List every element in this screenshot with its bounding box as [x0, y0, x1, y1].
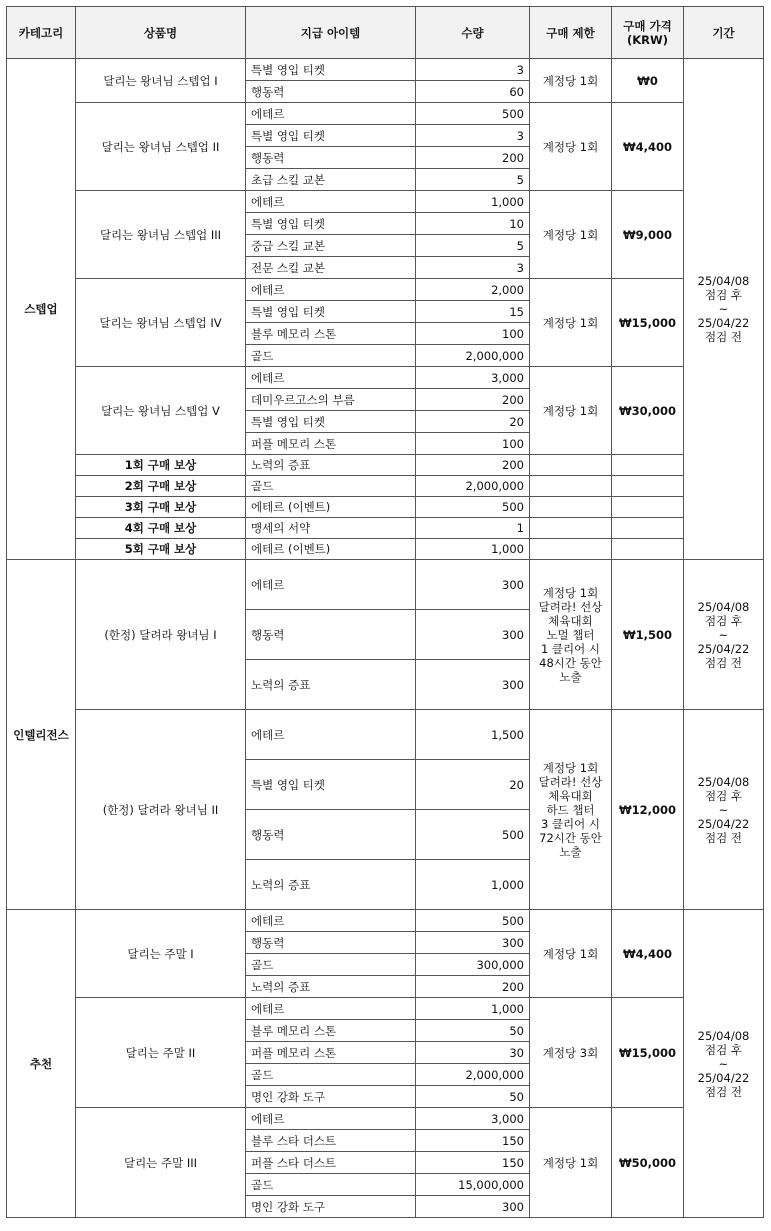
item-qty: 3	[416, 125, 530, 147]
item-name: 명인 강화 도구	[246, 1196, 416, 1218]
table-body	[7, 59, 764, 1218]
item-name: 행동력	[246, 81, 416, 103]
reward-qty: 1,000	[416, 539, 530, 560]
item-qty: 200	[416, 147, 530, 169]
item-qty: 1,000	[416, 860, 530, 910]
product-name: 달리는 왕녀님 스텝업 V	[76, 367, 246, 455]
price-cell: ₩9,000	[612, 191, 684, 279]
period-cell: 25/04/08 점검 후 ~ 25/04/22 점검 전	[684, 710, 764, 910]
period-cell: 25/04/08 점검 후 ~ 25/04/22 점검 전	[684, 910, 764, 1218]
item-qty: 10	[416, 213, 530, 235]
item-name: 초급 스킬 교본	[246, 169, 416, 191]
item-name: 에테르	[246, 367, 416, 389]
item-name: 중급 스킬 교본	[246, 235, 416, 257]
product-name: 달리는 주말 I	[76, 910, 246, 998]
item-qty: 300	[416, 560, 530, 610]
item-qty: 60	[416, 81, 530, 103]
item-qty: 500	[416, 810, 530, 860]
item-qty: 5	[416, 169, 530, 191]
reward-price-empty	[612, 539, 684, 560]
reward-limit-empty	[530, 518, 612, 539]
product-name: 달리는 왕녀님 스텝업 III	[76, 191, 246, 279]
purchase-limit: 계정당 3회	[530, 998, 612, 1108]
item-name: 블루 스타 더스트	[246, 1130, 416, 1152]
item-qty: 1,000	[416, 191, 530, 213]
item-name: 특별 영입 티켓	[246, 411, 416, 433]
item-qty: 100	[416, 433, 530, 455]
purchase-limit: 계정당 1회	[530, 910, 612, 998]
reward-limit-empty	[530, 497, 612, 518]
header-limit: 구매 제한	[530, 7, 612, 59]
item-qty: 15	[416, 301, 530, 323]
table-row	[7, 279, 764, 301]
reward-label: 4회 구매 보상	[76, 518, 246, 539]
item-qty: 2,000	[416, 279, 530, 301]
item-qty: 50	[416, 1020, 530, 1042]
table-row	[7, 910, 764, 932]
price-cell: ₩30,000	[612, 367, 684, 455]
category-cell: 인텔리전스	[7, 560, 76, 910]
item-qty: 500	[416, 103, 530, 125]
item-name: 행동력	[246, 932, 416, 954]
item-qty: 300	[416, 610, 530, 660]
product-name: 달리는 왕녀님 스텝업 II	[76, 103, 246, 191]
price-cell: ₩4,400	[612, 910, 684, 998]
table-row	[7, 191, 764, 213]
item-name: 에테르	[246, 1108, 416, 1130]
price-cell: ₩4,400	[612, 103, 684, 191]
reward-price-empty	[612, 476, 684, 497]
item-qty: 3	[416, 59, 530, 81]
price-cell: ₩12,000	[612, 710, 684, 910]
reward-row	[7, 497, 764, 518]
item-qty: 2,000,000	[416, 345, 530, 367]
item-qty: 300	[416, 660, 530, 710]
table-row	[7, 59, 764, 81]
reward-limit-empty	[530, 539, 612, 560]
item-name: 퍼플 메모리 스톤	[246, 433, 416, 455]
purchase-limit: 계정당 1회	[530, 1108, 612, 1218]
item-qty: 30	[416, 1042, 530, 1064]
header-period: 기간	[684, 7, 764, 59]
item-qty: 300	[416, 932, 530, 954]
reward-row	[7, 455, 764, 476]
item-qty: 150	[416, 1130, 530, 1152]
purchase-limit: 계정당 1회 달려라! 선상 체육대회 하드 챕터 3 클리어 시 72시간 동안 노출	[530, 710, 612, 910]
table-row	[7, 103, 764, 125]
table-row	[7, 710, 764, 760]
item-name: 골드	[246, 1064, 416, 1086]
item-name: 퍼플 메모리 스톤	[246, 1042, 416, 1064]
category-cell: 추천	[7, 910, 76, 1218]
reward-label: 5회 구매 보상	[76, 539, 246, 560]
item-name: 에테르	[246, 191, 416, 213]
table-header-row	[7, 7, 764, 59]
table-row	[7, 367, 764, 389]
item-name: 노력의 증표	[246, 660, 416, 710]
item-name: 특별 영입 티켓	[246, 213, 416, 235]
item-name: 에테르	[246, 710, 416, 760]
product-name: 달리는 왕녀님 스텝업 I	[76, 59, 246, 103]
header-price: 구매 가격 (KRW)	[612, 7, 684, 59]
item-name: 퍼플 스타 더스트	[246, 1152, 416, 1174]
table-row	[7, 1108, 764, 1130]
header-item: 지급 아이템	[246, 7, 416, 59]
item-name: 특별 영입 티켓	[246, 301, 416, 323]
product-name: 달리는 주말 III	[76, 1108, 246, 1218]
item-name: 특별 영입 티켓	[246, 125, 416, 147]
item-name: 에테르	[246, 103, 416, 125]
item-qty: 3,000	[416, 1108, 530, 1130]
item-name: 노력의 증표	[246, 860, 416, 910]
item-name: 골드	[246, 954, 416, 976]
product-name: (한정) 달려라 왕녀님 I	[76, 560, 246, 710]
reward-limit-empty	[530, 476, 612, 497]
item-name: 노력의 증표	[246, 976, 416, 998]
item-qty: 100	[416, 323, 530, 345]
item-qty: 500	[416, 910, 530, 932]
item-name: 블루 메모리 스톤	[246, 1020, 416, 1042]
table-row	[7, 560, 764, 610]
reward-qty: 200	[416, 455, 530, 476]
item-name: 에테르	[246, 910, 416, 932]
reward-row	[7, 476, 764, 497]
item-qty: 2,000,000	[416, 1064, 530, 1086]
purchase-limit: 계정당 1회 달려라! 선상 체육대회 노멀 챕터 1 클리어 시 48시간 동안 노출	[530, 560, 612, 710]
price-cell: ₩1,500	[612, 560, 684, 710]
product-name: 달리는 왕녀님 스텝업 IV	[76, 279, 246, 367]
price-cell: ₩0	[612, 59, 684, 103]
item-name: 에테르	[246, 279, 416, 301]
purchase-limit: 계정당 1회	[530, 279, 612, 367]
item-qty: 1,000	[416, 998, 530, 1020]
table-row	[7, 998, 764, 1020]
reward-label: 3회 구매 보상	[76, 497, 246, 518]
item-qty: 20	[416, 411, 530, 433]
category-cell: 스텝업	[7, 59, 76, 560]
reward-row	[7, 518, 764, 539]
item-qty: 5	[416, 235, 530, 257]
price-cell: ₩15,000	[612, 998, 684, 1108]
item-qty: 50	[416, 1086, 530, 1108]
period-cell: 25/04/08 점검 후 ~ 25/04/22 점검 전	[684, 560, 764, 710]
item-qty: 150	[416, 1152, 530, 1174]
package-table	[6, 6, 764, 1218]
header-qty: 수량	[416, 7, 530, 59]
item-qty: 300	[416, 1196, 530, 1218]
purchase-limit: 계정당 1회	[530, 103, 612, 191]
reward-label: 1회 구매 보상	[76, 455, 246, 476]
reward-price-empty	[612, 497, 684, 518]
reward-qty: 500	[416, 497, 530, 518]
reward-item: 맹세의 서약	[246, 518, 416, 539]
item-name: 명인 강화 도구	[246, 1086, 416, 1108]
price-cell: ₩50,000	[612, 1108, 684, 1218]
item-qty: 200	[416, 389, 530, 411]
item-name: 에테르	[246, 998, 416, 1020]
reward-row	[7, 539, 764, 560]
reward-price-empty	[612, 455, 684, 476]
period-cell: 25/04/08 점검 후 ~ 25/04/22 점검 전	[684, 59, 764, 560]
item-qty: 15,000,000	[416, 1174, 530, 1196]
reward-item: 에테르 (이벤트)	[246, 539, 416, 560]
product-name: 달리는 주말 II	[76, 998, 246, 1108]
item-name: 골드	[246, 345, 416, 367]
item-qty: 20	[416, 760, 530, 810]
item-name: 전문 스킬 교본	[246, 257, 416, 279]
price-cell: ₩15,000	[612, 279, 684, 367]
item-qty: 300,000	[416, 954, 530, 976]
item-name: 블루 메모리 스톤	[246, 323, 416, 345]
item-name: 행동력	[246, 610, 416, 660]
reward-limit-empty	[530, 455, 612, 476]
reward-label: 2회 구매 보상	[76, 476, 246, 497]
item-qty: 200	[416, 976, 530, 998]
header-product: 상품명	[76, 7, 246, 59]
reward-qty: 2,000,000	[416, 476, 530, 497]
product-name: (한정) 달려라 왕녀님 II	[76, 710, 246, 910]
item-name: 골드	[246, 1174, 416, 1196]
purchase-limit: 계정당 1회	[530, 367, 612, 455]
item-name: 데미우르고스의 부름	[246, 389, 416, 411]
item-name: 에테르	[246, 560, 416, 610]
item-qty: 3,000	[416, 367, 530, 389]
reward-item: 에테르 (이벤트)	[246, 497, 416, 518]
purchase-limit: 계정당 1회	[530, 191, 612, 279]
item-name: 행동력	[246, 810, 416, 860]
reward-item: 골드	[246, 476, 416, 497]
item-qty: 3	[416, 257, 530, 279]
reward-qty: 1	[416, 518, 530, 539]
item-name: 특별 영입 티켓	[246, 760, 416, 810]
reward-price-empty	[612, 518, 684, 539]
item-name: 특별 영입 티켓	[246, 59, 416, 81]
reward-item: 노력의 증표	[246, 455, 416, 476]
item-name: 행동력	[246, 147, 416, 169]
purchase-limit: 계정당 1회	[530, 59, 612, 103]
item-qty: 1,500	[416, 710, 530, 760]
header-category: 카테고리	[7, 7, 76, 59]
